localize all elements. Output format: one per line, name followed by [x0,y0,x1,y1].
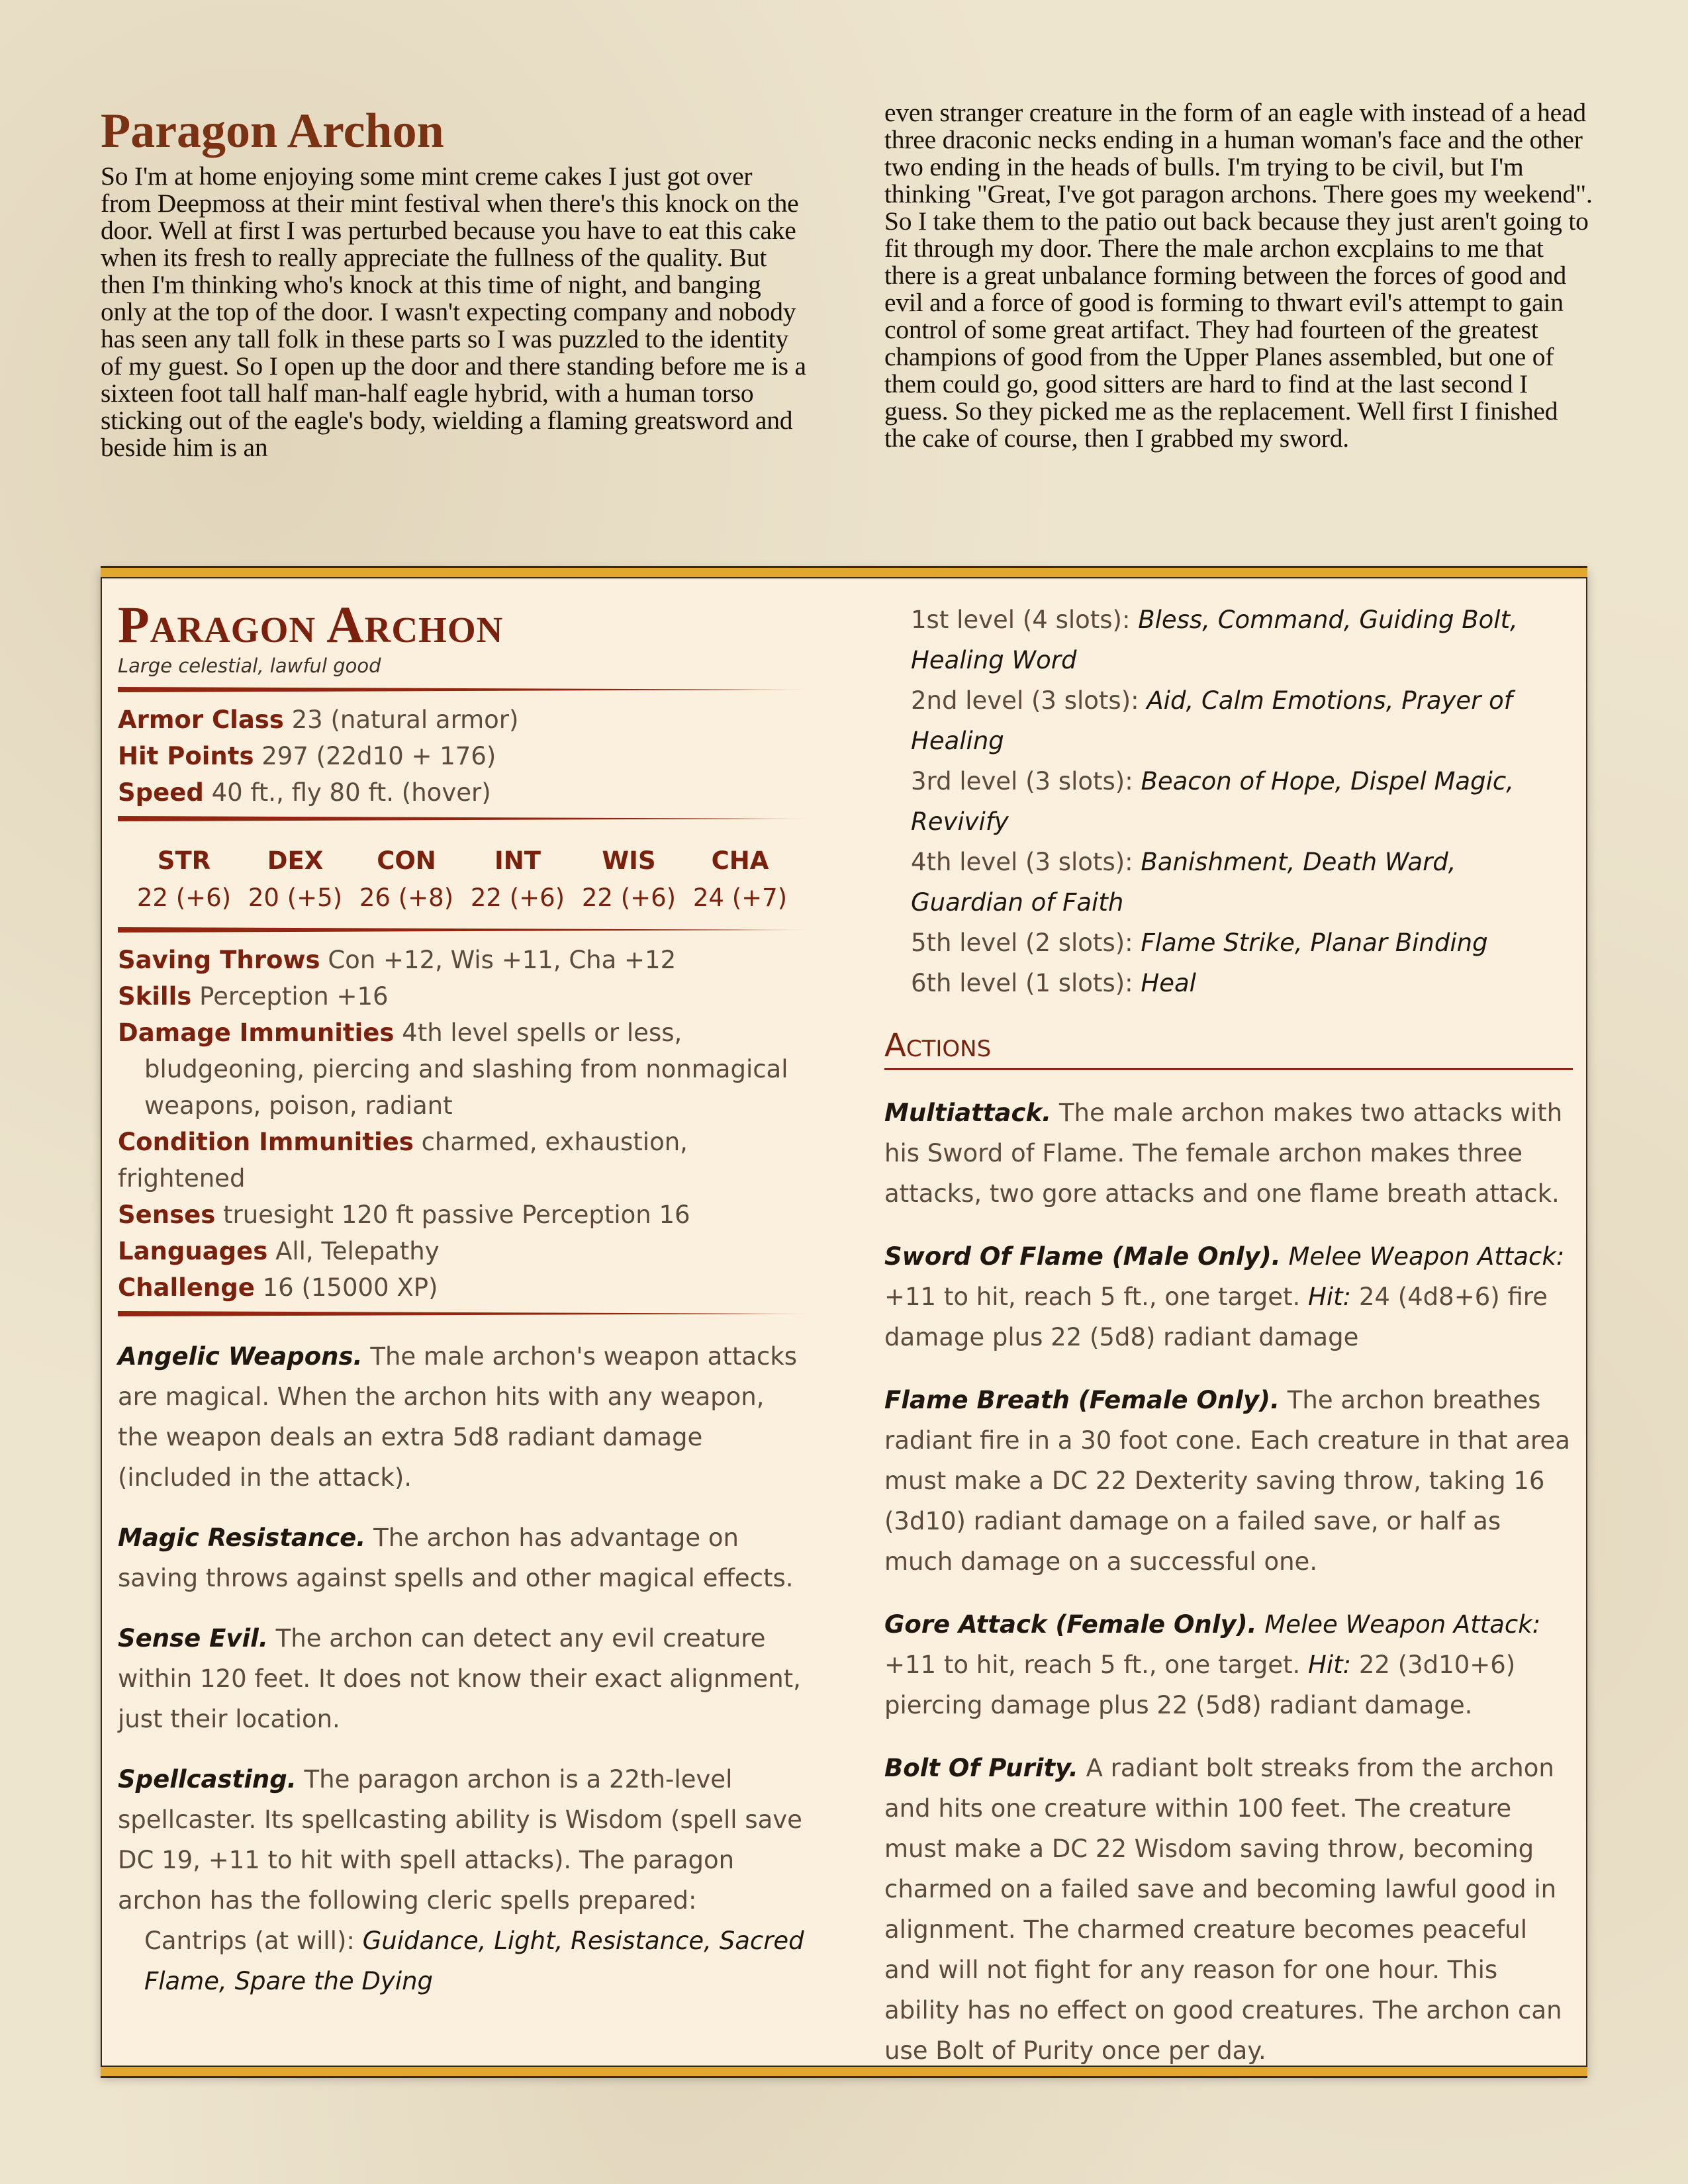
action-sword-of-flame [884,1236,1573,1357]
action-text: The male archon makes two attacks with his Sword of Flame. The female archon makes three attacks, two gore attacks and one flame breath attack. [884,1099,1563,1208]
trait-name: Spellcasting. [118,1765,297,1794]
spell-list: Aid, Calm Emotions, Prayer of Healing [911,686,1513,755]
stat-block-left-column [118,597,806,2001]
intro-paragraph-right: even stranger creature in the form of an eagle with instead of a head three draconic necks ending in a human woman's face and the other two ending in the heads of bulls. I'm trying to be civil, but I'm thinking "Great, I've got paragon archons. There goes my weekend". So I take them to the patio out back because they just aren't going to fit through my door. There the male archon excplains to me that there is a great unbalance forming between the forces of good and evil and a force of good is forming to thwart evil's attempt to gain control of some great artifact. They had fourteen of the greatest champions of good from the Upper Planes assembled, but one of them could go, good sitters are hard to find at the last second I guess. So they picked me as the replacement. Well first I finished the cake of course, then I grabbed my sword. [884,98,1593,453]
ability-name: STR [157,846,211,875]
ability-score: 24 (+7) [692,884,788,912]
condition-immunities-label: Condition Immunities [118,1128,414,1156]
action-damage: 22 (3d10+6) piercing damage plus 22 (5d8) radiant damage. [884,1651,1516,1719]
armor-class-label: Armor Class [118,705,284,734]
divider [118,687,806,692]
intro-left-column [101,99,809,461]
action-text: The archon breathes radiant fire in a 30 foot cone. Each creature in that area must make a DC 22 Dexterity saving throw, taking 16 (3d10) radiant damage on a failed save, or half as much damage on a successful one. [884,1386,1570,1576]
action-text: A radiant bolt streaks from the archon and hits one creature within 100 feet. The creature must make a DC 22 Wisdom saving throw, becoming charmed on a failed save and becoming lawful good in alignment. The charmed creature becomes peaceful and will not fight for any reason for one hour. This ability has no effect on good creatures. The archon can use Bolt of Purity once per day. [884,1754,1562,2065]
trait-name: Angelic Weapons. [118,1342,363,1371]
action-name: Gore Attack (Female Only). [884,1610,1257,1639]
ability-score: 22 (+6) [470,884,565,912]
ability-name: DEX [267,846,324,875]
action-gore-attack [884,1604,1573,1725]
spell-level-4 [884,842,1573,923]
speed-label: Speed [118,778,204,807]
ability-cha [687,842,793,917]
trait-text: The male archon's weapon attacks are magical. When the archon hits with any weapon, the weapon deals an extra 5d8 radiant damage (included in the attack). [118,1342,798,1492]
hit-points-label: Hit Points [118,742,254,770]
spell-level-label: 5th level (2 slots): [911,929,1133,957]
ability-score: 26 (+8) [359,884,454,912]
languages [118,1233,806,1269]
damage-immunities-value: 4th level spells or less, bludgeoning, piercing and slashing from nonmagical weapons, poison, radiant [144,1019,788,1120]
action-text: +11 to hit, reach 5 ft., one target. [884,1283,1301,1311]
ability-wis [576,842,682,917]
spell-level-label: 6th level (1 slots): [911,969,1133,997]
ability-score: 22 (+6) [136,884,232,912]
ability-score: 20 (+5) [248,884,343,912]
challenge-label: Challenge [118,1273,255,1302]
stat-block [101,568,1587,2076]
speed-value: 40 ft., fly 80 ft. (hover) [211,778,491,807]
ability-name: WIS [602,846,656,875]
senses-label: Senses [118,1201,216,1229]
action-name: Bolt Of Purity. [884,1754,1078,1782]
stat-block-right-column [884,600,1573,2071]
intro-section [101,98,1593,536]
action-name: Flame Breath (Female Only). [884,1386,1280,1414]
condition-immunities [118,1124,806,1197]
spell-level-6 [884,963,1573,1003]
spell-level-cantrips [118,1921,806,2001]
saving-throws-value: Con +12, Wis +11, Cha +12 [328,946,677,974]
spell-level-1 [884,600,1573,680]
armor-class [118,702,806,738]
challenge-value: 16 (15000 XP) [262,1273,438,1302]
actions-heading: Actions [884,1026,1573,1070]
senses-value: truesight 120 ft passive Perception 16 [223,1201,690,1229]
ability-name: CHA [711,846,769,875]
trait-name: Sense Evil. [118,1624,268,1653]
ability-name: CON [377,846,436,875]
ability-str [131,842,237,917]
trait-name: Magic Resistance. [118,1524,366,1552]
spell-list: Flame Strike, Planar Binding [1141,929,1488,957]
action-flame-breath [884,1380,1573,1582]
challenge [118,1269,806,1306]
action-text: +11 to hit, reach 5 ft., one target. [884,1651,1301,1679]
action-name: Multiattack. [884,1099,1052,1127]
trait-spellcasting [118,1759,806,1921]
spell-level-label: 4th level (3 slots): [911,848,1133,876]
damage-immunities [118,1015,806,1124]
spell-level-label: 2nd level (3 slots): [911,686,1139,715]
trait-text: The paragon archon is a 22th-level spellcaster. Its spellcasting ability is Wisdom (spell save DC 19, +11 to hit with spell attacks). The paragon archon has the following cleric spells prepared: [118,1765,802,1915]
attack-type: Melee Weapon Attack: [1264,1610,1541,1639]
spell-level-label: Cantrips (at will): [144,1927,355,1955]
intro-paragraph-left: So I'm at home enjoying some mint creme cakes I just got over from Deepmoss at their mint festival when there's this knock on the door. Well at first I was perturbed because you have to eat this cake when its fresh to really appreciate the fullness of the quality. But then I'm thinking who's knock at this time of night, and banging only at the top of the door. I wasn't expecting company and nobody has seen any tall folk in these parts so I was puzzled to the identity of my guest. So I open up the door and there standing before me is a sixteen foot tall half man-half eagle hybrid, with a human torso sticking out of the eagle's body, wielding a flaming greatsword and beside him is an [101,161,806,462]
ability-con [353,842,459,917]
hit-label: Hit: [1308,1651,1352,1679]
ability-scores [118,831,806,922]
trait-magic-resistance [118,1518,806,1598]
divider [118,816,806,821]
skills-value: Perception +16 [199,982,389,1011]
action-damage: 24 (4d8+6) fire damage plus 22 (5d8) radiant damage [884,1283,1548,1351]
spell-level-3 [884,761,1573,842]
action-bolt-of-purity [884,1748,1573,2071]
skills-label: Skills [118,982,192,1011]
spell-list: Heal [1141,969,1196,997]
ability-score: 22 (+6) [581,884,677,912]
page-title: Paragon Archon [101,104,444,158]
speed [118,774,806,811]
trait-angelic-weapons [118,1336,806,1498]
ability-name: INT [494,846,541,875]
spell-level-5 [884,923,1573,963]
intro-right-column [884,99,1593,452]
hit-points-value: 297 (22d10 + 176) [261,742,496,770]
spell-level-label: 3rd level (3 slots): [911,767,1133,796]
skills [118,978,806,1015]
spell-level-2 [884,680,1573,761]
senses [118,1197,806,1233]
hit-label: Hit: [1308,1283,1352,1311]
languages-value: All, Telepathy [275,1237,440,1265]
action-multiattack [884,1093,1573,1214]
damage-immunities-label: Damage Immunities [118,1019,395,1047]
creature-name: Paragon Archon [118,596,504,653]
armor-class-value: 23 (natural armor) [291,705,519,734]
hit-points [118,738,806,774]
attack-type: Melee Weapon Attack: [1288,1242,1565,1271]
creature-type: Large celestial, lawful good [118,655,381,677]
condition-immunities-value: charmed, exhaustion, frightened [118,1128,688,1193]
ability-int [465,842,571,917]
divider [118,927,806,933]
action-name: Sword Of Flame (Male Only). [884,1242,1281,1271]
spell-list: Beacon of Hope, Dispel Magic, Revivify [911,767,1514,836]
spell-level-label: 1st level (4 slots): [911,606,1131,634]
trait-text: The archon has advantage on saving throws against spells and other magical effects. [118,1524,794,1592]
divider [118,1311,806,1316]
spell-list: Guidance, Light, Resistance, Sacred Flame, Spare the Dying [144,1927,804,1995]
saving-throws [118,942,806,978]
spell-list: Banishment, Death Ward, Guardian of Faith [911,848,1456,917]
languages-label: Languages [118,1237,268,1265]
trait-text: The archon can detect any evil creature within 120 feet. It does not know their exact alignment, just their location. [118,1624,801,1733]
trait-sense-evil [118,1618,806,1739]
spell-list: Bless, Command, Guiding Bolt, Healing Word [911,606,1518,674]
ability-dex [242,842,348,917]
saving-throws-label: Saving Throws [118,946,320,974]
